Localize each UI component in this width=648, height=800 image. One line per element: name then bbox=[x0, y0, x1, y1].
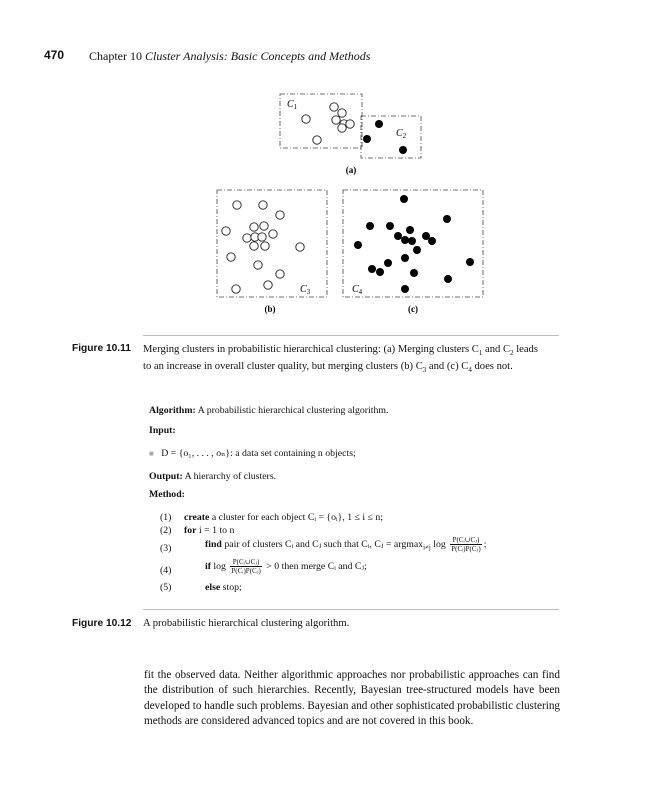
data-point-open bbox=[276, 270, 284, 278]
data-point-filled bbox=[384, 259, 392, 267]
data-point-open bbox=[338, 109, 346, 117]
data-point-open bbox=[259, 201, 267, 209]
chapter-label: Chapter 10 bbox=[89, 49, 142, 63]
step-number: (1) bbox=[160, 512, 172, 523]
data-point-open bbox=[232, 285, 240, 293]
data-point-open bbox=[260, 222, 268, 230]
cluster-c3-label: $C_3$ bbox=[300, 284, 311, 296]
data-point-open bbox=[313, 136, 321, 144]
data-point-filled bbox=[466, 258, 474, 266]
data-point-filled bbox=[354, 241, 362, 249]
step-merge-condition: if log $\frac{\text{P(Cᵢ∪Cⱼ)}}{\text{P(Cᵢ)P(Cⱼ)}}$ > 0 then merge Cᵢ and Cⱼ; bbox=[205, 558, 367, 575]
data-point-open bbox=[261, 242, 269, 250]
step-number: (5) bbox=[160, 582, 172, 593]
figure-10-11-diagram bbox=[0, 0, 648, 330]
figure-10-11-caption: Merging clusters in probabilistic hierarchical clustering: (a) Merging clusters $C_1$ and $C_2$ leads to an increase in overall cluster quality, but merging clusters (b) $C_3$ and (c) $C_4$ does not. bbox=[143, 344, 538, 375]
data-point-filled bbox=[408, 237, 416, 245]
bullet-icon: ■ bbox=[149, 449, 154, 458]
data-point-open bbox=[243, 234, 251, 242]
data-point-filled bbox=[366, 222, 374, 230]
data-point-open bbox=[296, 243, 304, 251]
body-paragraph: fit the observed data. Neither algorithmic approaches nor probabilistic approaches can find the distribution of such hierarchies. Recently, Bayesian tree-structured models have been developed to handle such problems. Bayesian and other sophisticated probabilistic clustering methods are considered advanced topics and are not covered in this book. bbox=[144, 669, 561, 728]
step-number: (4) bbox=[160, 565, 172, 576]
figure-10-12-label: Figure 10.12 bbox=[72, 618, 132, 629]
algorithm-output: Output: A hierarchy of clusters. bbox=[149, 471, 277, 482]
step-number: (3) bbox=[160, 543, 172, 554]
figure-10-12-caption: A probabilistic hierarchical clustering algorithm. bbox=[143, 618, 350, 629]
algorithm-title: Algorithm: A probabilistic hierarchical clustering algorithm. bbox=[149, 405, 389, 416]
caption-rule bbox=[143, 335, 559, 336]
panel-c bbox=[343, 190, 483, 314]
data-point-filled bbox=[400, 195, 408, 203]
data-point-open bbox=[330, 103, 338, 111]
page-number: 470 bbox=[44, 48, 65, 62]
data-point-open bbox=[332, 116, 340, 124]
data-point-filled bbox=[394, 232, 402, 240]
step-else-stop: else stop; bbox=[205, 582, 242, 593]
data-point-filled bbox=[401, 285, 409, 293]
caption-rule bbox=[143, 609, 559, 610]
cluster-c4-points bbox=[354, 195, 474, 293]
data-point-open bbox=[222, 227, 230, 235]
data-point-filled bbox=[376, 268, 384, 276]
data-point-open bbox=[233, 201, 241, 209]
data-point-filled bbox=[401, 254, 409, 262]
step-find-pair: find pair of clusters Cᵢ and Cⱼ such that Cᵢ, Cⱼ = argmax$_{i\ne j}$ log $\frac{\text{P(Cᵢ∪Cⱼ)}}{\text{P(Cᵢ)P(Cⱼ)}}$ ; bbox=[205, 536, 487, 553]
data-point-filled bbox=[363, 135, 371, 143]
panel-a-label: (a) bbox=[345, 165, 357, 175]
data-point-filled bbox=[428, 237, 436, 245]
data-point-open bbox=[276, 211, 284, 219]
cluster-c1-label: $C_1$ bbox=[287, 99, 298, 111]
cluster-c2-label: $C_2$ bbox=[396, 128, 407, 140]
data-point-open bbox=[269, 230, 277, 238]
data-point-open bbox=[264, 281, 272, 289]
cluster-c3-points bbox=[222, 201, 304, 293]
step-create: create a cluster for each object Cᵢ = {oᵢ}, 1 ≤ i ≤ n; bbox=[184, 512, 384, 523]
data-point-filled bbox=[444, 275, 452, 283]
panel-b-label: (b) bbox=[264, 304, 276, 314]
data-point-filled bbox=[406, 226, 414, 234]
data-point-open bbox=[254, 261, 262, 269]
data-point-filled bbox=[413, 246, 421, 254]
panel-b bbox=[217, 190, 327, 314]
algorithm-input: ■ D = {o₁, . . . , oₙ}: a data set containing n objects; bbox=[149, 448, 356, 459]
panel-a bbox=[280, 94, 421, 175]
data-point-filled bbox=[401, 236, 409, 244]
data-point-open bbox=[250, 223, 258, 231]
data-point-filled bbox=[386, 222, 394, 230]
panel-c-label: (c) bbox=[408, 304, 418, 314]
cluster-c4-label: $C_4$ bbox=[352, 284, 363, 296]
data-point-filled bbox=[368, 265, 376, 273]
data-point-open bbox=[302, 115, 310, 123]
algorithm-input-label: Input: bbox=[149, 425, 176, 436]
data-point-filled bbox=[399, 146, 407, 154]
algorithm-method-label: Method: bbox=[149, 489, 185, 500]
data-point-open bbox=[250, 242, 258, 250]
figure-10-11-label: Figure 10.11 bbox=[72, 343, 131, 354]
data-point-open bbox=[346, 120, 354, 128]
chapter-title: Cluster Analysis: Basic Concepts and Methods bbox=[145, 49, 371, 63]
data-point-open bbox=[338, 124, 346, 132]
data-point-filled bbox=[375, 120, 383, 128]
cluster-c1-points bbox=[302, 103, 354, 144]
probability-fraction: $\frac{\text{P(Cᵢ∪Cⱼ)}}{\text{P(Cᵢ)P(Cⱼ)}}$ bbox=[231, 558, 261, 575]
data-point-open bbox=[258, 233, 266, 241]
probability-fraction: $\frac{\text{P(Cᵢ∪Cⱼ)}}{\text{P(Cᵢ)P(Cⱼ)}}$ bbox=[451, 536, 481, 553]
data-point-filled bbox=[443, 215, 451, 223]
data-point-open bbox=[227, 253, 235, 261]
step-number: (2) bbox=[160, 525, 172, 536]
data-point-filled bbox=[410, 269, 418, 277]
step-for-loop: for i = 1 to n bbox=[184, 525, 235, 536]
